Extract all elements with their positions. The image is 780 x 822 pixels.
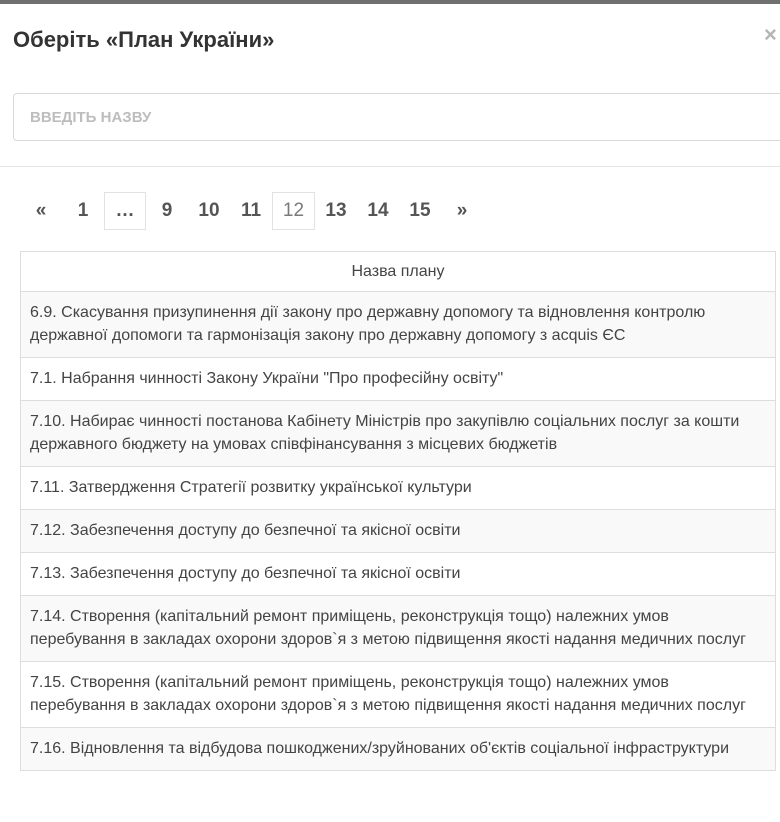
table-row[interactable] [21, 510, 776, 553]
table-row[interactable] [21, 467, 776, 510]
modal-title: Оберіть «План України» [13, 27, 275, 52]
page-1-button[interactable]: 1 [77, 200, 89, 221]
plan-name-cell[interactable]: 7.16. Відновлення та відбудова пошкоджених/зруйнованих об'єктів соціальної інфраструктури [21, 728, 776, 771]
page-12-current: 12 [272, 192, 315, 230]
plans-table [20, 251, 776, 771]
page-11-button[interactable]: 11 [240, 200, 262, 221]
pagination [20, 192, 483, 230]
plan-name-cell[interactable]: 7.10. Набирає чинності постанова Кабінету Міністрів про закупівлю соціальних послуг за кошти державного бюджету на умовах співфінансування з місцевих бюджетів [21, 401, 776, 467]
table-row[interactable] [21, 292, 776, 358]
pagination-next-button[interactable]: » [456, 200, 468, 221]
page-13-button[interactable]: 13 [325, 200, 347, 221]
table-row[interactable] [21, 662, 776, 728]
table-row[interactable] [21, 728, 776, 771]
divider [0, 166, 780, 167]
plan-name-cell[interactable]: 6.9. Скасування призупинення дії закону про державну допомогу та відновлення контролю державної допомоги та гармонізація закону про державну допомогу з acquis ЄС [21, 292, 776, 358]
plan-name-cell[interactable]: 7.12. Забезпечення доступу до безпечної та якісної освіти [21, 510, 776, 553]
plan-name-cell[interactable]: 7.1. Набрання чинності Закону України "Про професійну освіту" [21, 358, 776, 401]
modal-top-border [0, 0, 780, 4]
page-9-button[interactable]: 9 [161, 200, 173, 221]
table-row[interactable] [21, 358, 776, 401]
search-input[interactable] [13, 93, 780, 141]
close-icon[interactable]: × [764, 22, 777, 47]
plan-name-cell[interactable]: 7.14. Створення (капітальний ремонт приміщень, реконструкція тощо) належних умов перебування в закладах охорони здоров`я з метою підвищення якості надання медичних послуг [21, 596, 776, 662]
table-row[interactable] [21, 401, 776, 467]
page-10-button[interactable]: 10 [198, 200, 220, 221]
page-15-button[interactable]: 15 [409, 200, 431, 221]
pagination-ellipsis: … [104, 192, 146, 230]
plan-name-cell[interactable]: 7.15. Створення (капітальний ремонт приміщень, реконструкція тощо) належних умов перебування в закладах охорони здоров`я з метою підвищення якості надання медичних послуг [21, 662, 776, 728]
page-14-button[interactable]: 14 [367, 200, 389, 221]
column-header-plan-name: Назва плану [21, 252, 776, 292]
pagination-prev-button[interactable]: « [35, 200, 47, 221]
table-row[interactable] [21, 596, 776, 662]
plan-name-cell[interactable]: 7.11. Затвердження Стратегії розвитку української культури [21, 467, 776, 510]
plan-name-cell[interactable]: 7.13. Забезпечення доступу до безпечної та якісної освіти [21, 553, 776, 596]
table-row[interactable] [21, 553, 776, 596]
